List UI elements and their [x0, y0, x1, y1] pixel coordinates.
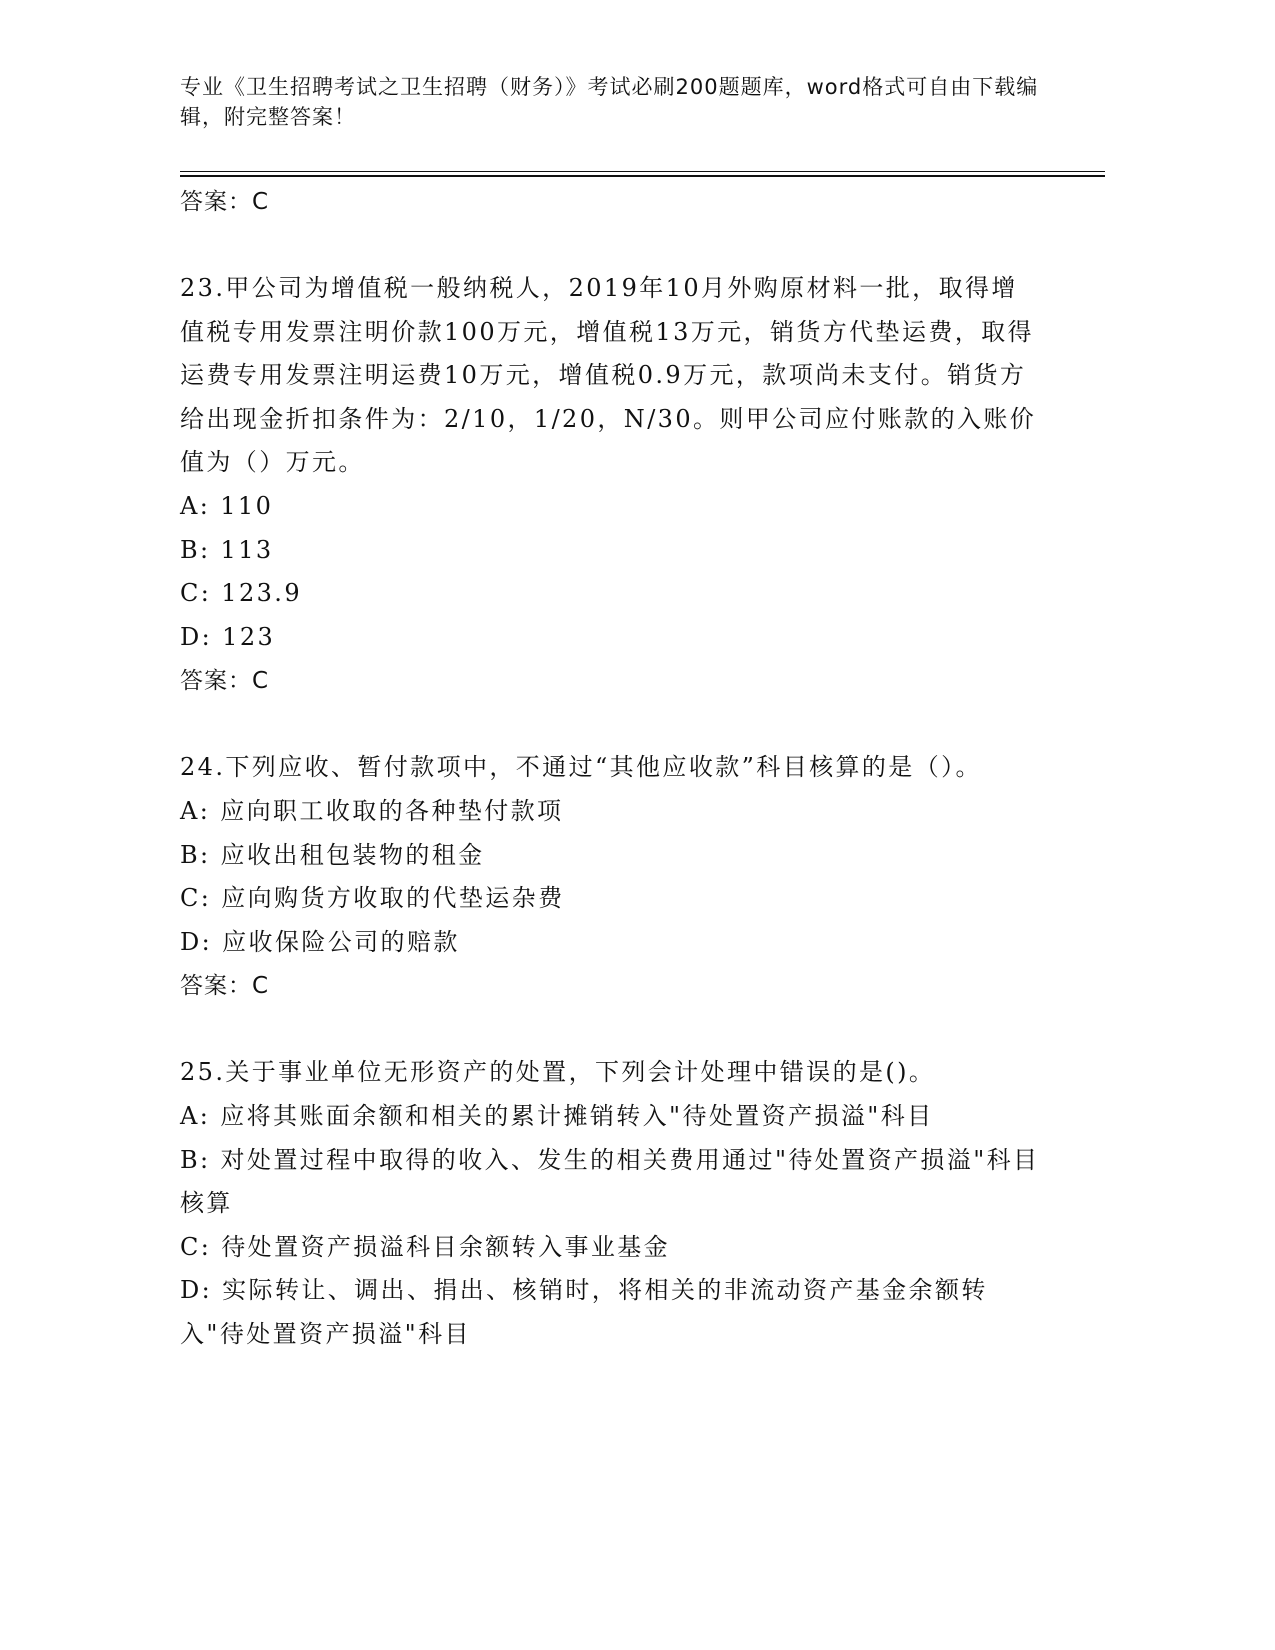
- question-text: 25.关于事业单位无形资产的处置，下列会计处理中错误的是()。: [180, 1058, 936, 1087]
- option-d: D: 实际转让、调出、捐出、核销时，将相关的非流动资产基金余额转入"待处置资产损溢"科目: [180, 1276, 988, 1348]
- option-d: D: 应收保险公司的赔款: [180, 927, 460, 956]
- option-c: C: 待处置资产损溢科目余额转入事业基金: [180, 1232, 671, 1261]
- question-text: 23.甲公司为增值税一般纳税人，2019年10月外购原材料一批，取得增值税专用发票注明价款100万元，增值税13万元，销货方代垫运费，取得运费专用发票注明运费10万元，增值税0.9万元，款项尚未支付。销货方给出现金折扣条件为：2/10，1/20，N/30。则甲公司应付账款的入账价值为（）万元。: [180, 274, 1037, 477]
- answer: 答案：C: [180, 668, 270, 695]
- option-d: D: 123: [180, 622, 276, 651]
- option-b: B: 应收出租包装物的租金: [180, 840, 485, 869]
- answer: 答案：C: [180, 973, 270, 1000]
- question-text: 24.下列应收、暂付款项中，不通过“其他应收款”科目核算的是（）。: [180, 753, 982, 782]
- page-header: 专业《卫生招聘考试之卫生招聘（财务）》考试必刷200题题库，word格式可自由下载编辑，附完整答案！: [180, 75, 1039, 129]
- option-c: C: 123.9: [180, 579, 302, 608]
- option-a: A: 应将其账面余额和相关的累计摊销转入"待处置资产损溢"科目: [180, 1101, 934, 1130]
- question-23: [180, 267, 1040, 703]
- question-24: [180, 746, 1040, 1008]
- previous-answer: 答案：C: [180, 189, 270, 215]
- document-body: [180, 180, 1040, 1356]
- option-a: A: 110: [180, 491, 274, 520]
- option-a: A: 应向职工收取的各种垫付款项: [180, 796, 564, 825]
- header-rule-thin: [180, 171, 1105, 172]
- header-rule-thick: [180, 175, 1105, 177]
- question-25: [180, 1051, 1040, 1356]
- option-b: B: 113: [180, 535, 274, 564]
- option-c: C: 应向购货方收取的代垫运杂费: [180, 884, 565, 913]
- option-b: B: 对处置过程中取得的收入、发生的相关费用通过"待处置资产损溢"科目核算: [180, 1145, 1040, 1218]
